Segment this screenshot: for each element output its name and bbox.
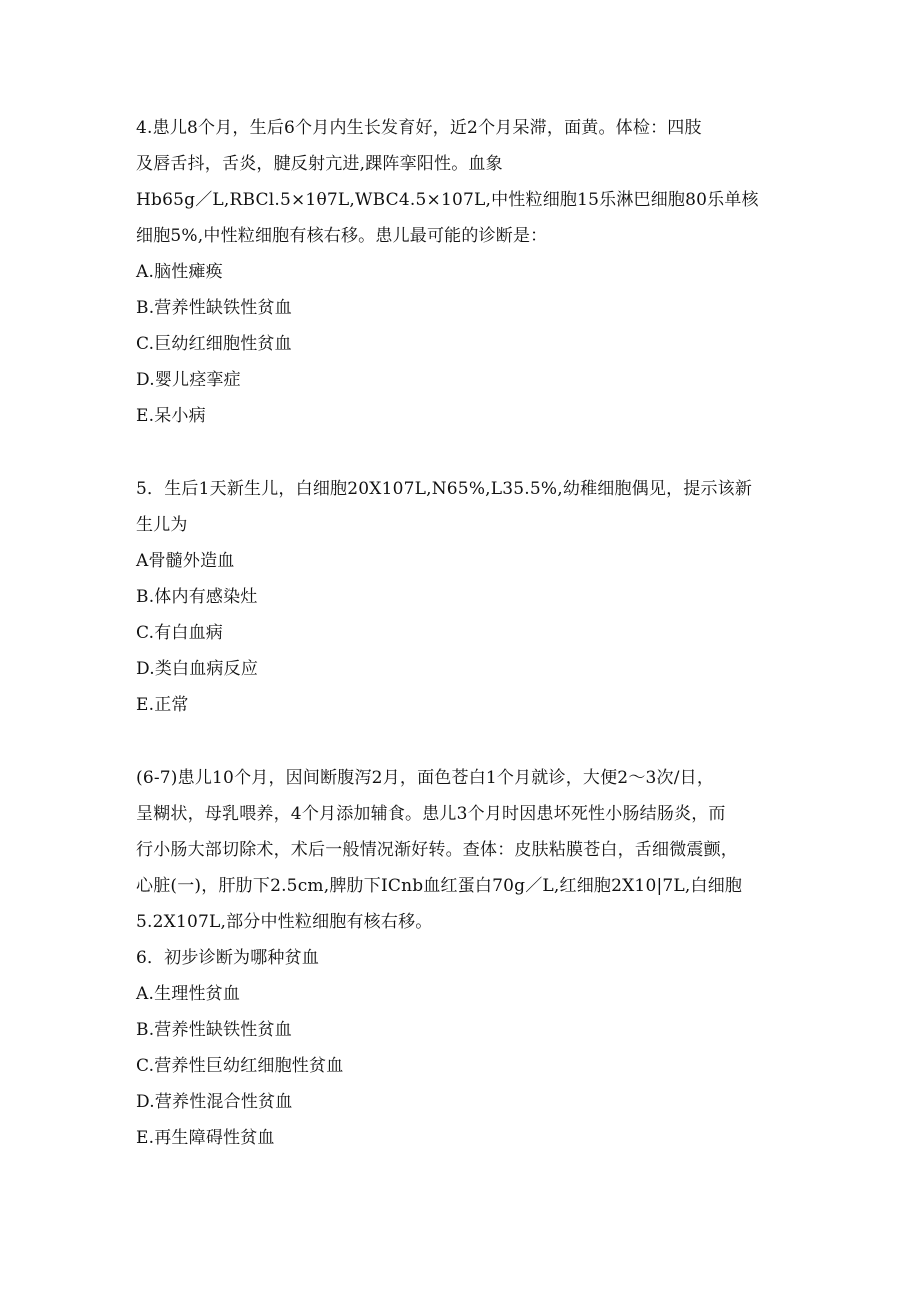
q5-stem-line-2: 生儿为 bbox=[136, 515, 188, 535]
q6-option-e: E.再生障碍性贫血 bbox=[136, 1128, 275, 1148]
q4-stem-line-3: Hb65g／L,RBCl.5×1θ7L,WBC4.5×107L,中性粒细胞15乐淋巴细胞80乐单核 bbox=[136, 190, 759, 210]
q4-option-d: D.婴儿痉挛症 bbox=[136, 370, 241, 390]
q6-option-c: C.营养性巨幼红细胞性贫血 bbox=[136, 1056, 344, 1076]
q4-option-e: E.呆小病 bbox=[136, 406, 206, 426]
q6-option-b: B.营养性缺铁性贫血 bbox=[136, 1020, 292, 1040]
q5-option-b: B.体内有感染灶 bbox=[136, 587, 258, 607]
case-stem-line-3: 行小肠大部切除术，术后一般情况渐好转。查体：皮肤粘膜苍白，舌细微震颤， bbox=[136, 840, 738, 860]
q5-option-e: E.正常 bbox=[136, 695, 189, 715]
case-stem-line-4: 心脏(一)，肝肋下2.5cm,脾肋下ICnb血红蛋白70g／L,红细胞2X10|7L,白细胞 bbox=[136, 876, 743, 896]
q5-option-a: A骨髓外造血 bbox=[136, 551, 235, 571]
q4-option-a: A.脑性瘫痪 bbox=[136, 262, 223, 282]
q4-stem-line-1: 4.患儿8个月，生后6个月内生长发育好，近2个月呆滞，面黄。体检：四肢 bbox=[136, 118, 702, 138]
q6-option-a: A.生理性贫血 bbox=[136, 984, 241, 1004]
q6-stem: 6．初步诊断为哪种贫血 bbox=[136, 948, 320, 968]
case-stem-line-5: 5.2X107L,部分中性粒细胞有核右移。 bbox=[136, 912, 433, 932]
q5-option-d: D.类白血病反应 bbox=[136, 659, 259, 679]
case-stem-line-2: 呈糊状，母乳喂养，4个月添加辅食。患儿3个月时因患坏死性小肠结肠炎，而 bbox=[136, 804, 726, 824]
q6-option-d: D.营养性混合性贫血 bbox=[136, 1092, 293, 1112]
q4-option-c: C.巨幼红细胞性贫血 bbox=[136, 334, 292, 354]
q4-stem-line-4: 细胞5%,中性粒细胞有核右移。患儿最可能的诊断是： bbox=[136, 226, 548, 246]
q4-stem-line-2: 及唇舌抖，舌炎，腱反射亢进,踝阵挛阳性。血象 bbox=[136, 154, 503, 174]
q5-option-c: C.有白血病 bbox=[136, 623, 224, 643]
q5-stem-line-1: 5．生后1天新生儿，白细胞20X107L,N65%,L35.5%,幼稚细胞偶见，提示该新 bbox=[136, 479, 753, 499]
q4-option-b: B.营养性缺铁性贫血 bbox=[136, 298, 292, 318]
case-stem-line-1: (6-7)患儿10个月，因间断腹泻2月，面色苍白1个月就诊，大便2～3次/日， bbox=[136, 768, 715, 788]
